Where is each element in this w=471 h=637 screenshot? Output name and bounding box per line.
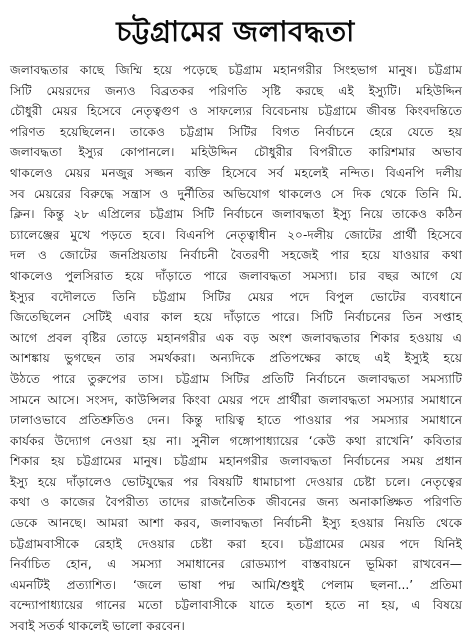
article-line: বন্দ্যোপাধ্যায়ের গানের মতো চট্টলাবাসীকে যাতে হতাশ হতে না হয়, এ বিষয়ে [10,598,462,613]
article-line: কার্যকর উদ্যোগ নেওয়া হয় না। সুনীল গঙ্গোপাধ্যায়ের ‘কেউ কথা রাখেনি’ কবিতার [10,433,462,448]
article-line: আগে প্রবল বৃষ্টির তোড়ে মহানগরীর এক বড় অংশ জলাবদ্ধতার শিকার হওয়ায় এ [10,330,462,345]
article-line: আশঙ্কায় ভুগছেন তার সমর্থকরা। অন্যদিকে প্রতিপক্ষের কাছে এই ইস্যুই হয়ে [10,351,462,366]
article-line: শিকার হয় চট্টগ্রামের মানুষ। চট্টগ্রাম মহানগরীর জলাবদ্ধতা নির্বাচনের সময় প্রধান [10,454,462,469]
article-line: দল ও জোটের জনপ্রিয়তায় নির্বাচনী বৈতরণী সহজেই পার হয়ে যাওয়ার কথা [10,248,462,263]
article-headline: চট্টগ্রামের জলাবদ্ধতা [116,15,355,48]
article-line: সিটি মেয়রদের জন্যও বিব্রতকর পরিণতি সৃষ্টি করছে এই ইস্যুটি। মহিউদ্দিন [10,83,462,98]
article-line: ক্লিন। কিন্তু ২৮ এপ্রিলের চট্টগ্রাম সিটি নির্বাচনে জলাবদ্ধতা ইস্যু নিয়ে তাকেও কঠিন [10,207,462,222]
article-line: জলাবদ্ধতার কাছে জিম্মি হয়ে পড়েছে চট্টগ্রাম মহানগরীর সিংহভাগ মানুষ। চট্টগ্রাম [10,63,462,77]
article-line: চ্যালেঞ্জের মুখে পড়তে হবে। বিএনপি নেতৃত্বাধীন ২০-দলীয় জোটের প্রার্থী হিসেবে [10,227,462,242]
article-line: ইস্যুর বদৌলতে তিনি চট্টগ্রাম সিটির মেয়র পদে বিপুল ভোটের ব্যবধানে [10,289,462,304]
article-line: সব মেয়রের বিরুদ্ধে সন্ত্রাস ও দুর্নীতির অভিযোগ থাকলেও সে দিক থেকে তিনি মি. [10,186,462,201]
article-line: সবাই সতর্ক থাকলেই ভালো করবেন। [10,619,185,634]
article-line: ইস্যু হয়ে দাঁড়ালেও ভোটযুদ্ধের পর বিষয়টি ধামাচাপা দেওয়ার চেষ্টা চলে। নেতৃত্বের [10,474,462,489]
article-line: জলাবদ্ধতা ইস্যুর কোপানলে। মহিউদ্দিন চৌধুরীর বিপরীতে কারিশমার অভাব [10,145,462,160]
article-line: চৌধুরী মেয়র হিসেবে নেতৃত্বগুণ ও সাফল্যের বিবেচনায় চট্টগ্রামে জীবন্ত কিংবদন্তিতে [10,104,462,119]
article-line: উঠতে পারে তুরুপের তাস। চট্টগ্রাম সিটির প্রতিটি নির্বাচনে জলাবদ্ধতা সমস্যাটি [10,371,462,386]
article-line: থাকলেও পুলসিরাত হয়ে দাঁড়াতে পারে জলাবদ্ধতা সমস্যা। চার বছর আগে যে [10,268,462,283]
article-line: নির্বাচিত হোন, এ সমস্যা সমাধানের রোডম্যাপ বাস্তবায়নে ভূমিকা রাখবেন— [10,557,462,572]
article-line: চট্টগ্রামবাসীকে রেহাই দেওয়ার চেষ্টা করা হবে। চট্টগ্রামের মেয়র পদে যিনিই [10,536,462,551]
article-line: থাকলেও মেয়র মনজুর সজ্জন ব্যক্তি হিসেবে সর্ব মহলেই নন্দিত। বিএনপি দলীয় [10,165,462,180]
article-line: জিতেছিলেন সেটিই এবার কাল হয়ে দাঁড়াতে পারে। সিটি নির্বাচনের তিন সপ্তাহ [10,310,462,325]
article-line: কথা ও কাজের বৈপরীত্য তাদের রাজনৈতিক জীবনের জন্য অনাকাঙ্ক্ষিত পরিণতি [10,495,462,510]
article-line: এমনটিই প্রত্যাশিত। ‘জলে ভাষা পদ্ম আমি/শুধুই পেলাম ছলনা...’ প্রতিমা [10,577,462,592]
article-body [10,60,462,634]
article-line: পরিণত হয়েছিলেন। তাকেও চট্টগ্রাম সিটির বিগত নির্বাচনে হেরে যেতে হয় [10,124,462,139]
article-line: সামনে আসে। সংসদ, কাউন্সিলর কিংবা মেয়র পদে প্রার্থীরা জলাবদ্ধতা সমস্যার সমাধানে [10,392,462,407]
headline-container [0,8,471,56]
article-line: ডেকে আনছে। আমরা আশা করব, জলাবদ্ধতা নির্বাচনী ইস্যু হওয়ার নিয়তি থেকে [10,516,462,531]
article-line: ঢালাওভাবে প্রতিশ্রুতিও দেন। কিন্তু দায়িত্ব হাতে পাওয়ার পর সমস্যার সমাধানে [10,413,462,428]
